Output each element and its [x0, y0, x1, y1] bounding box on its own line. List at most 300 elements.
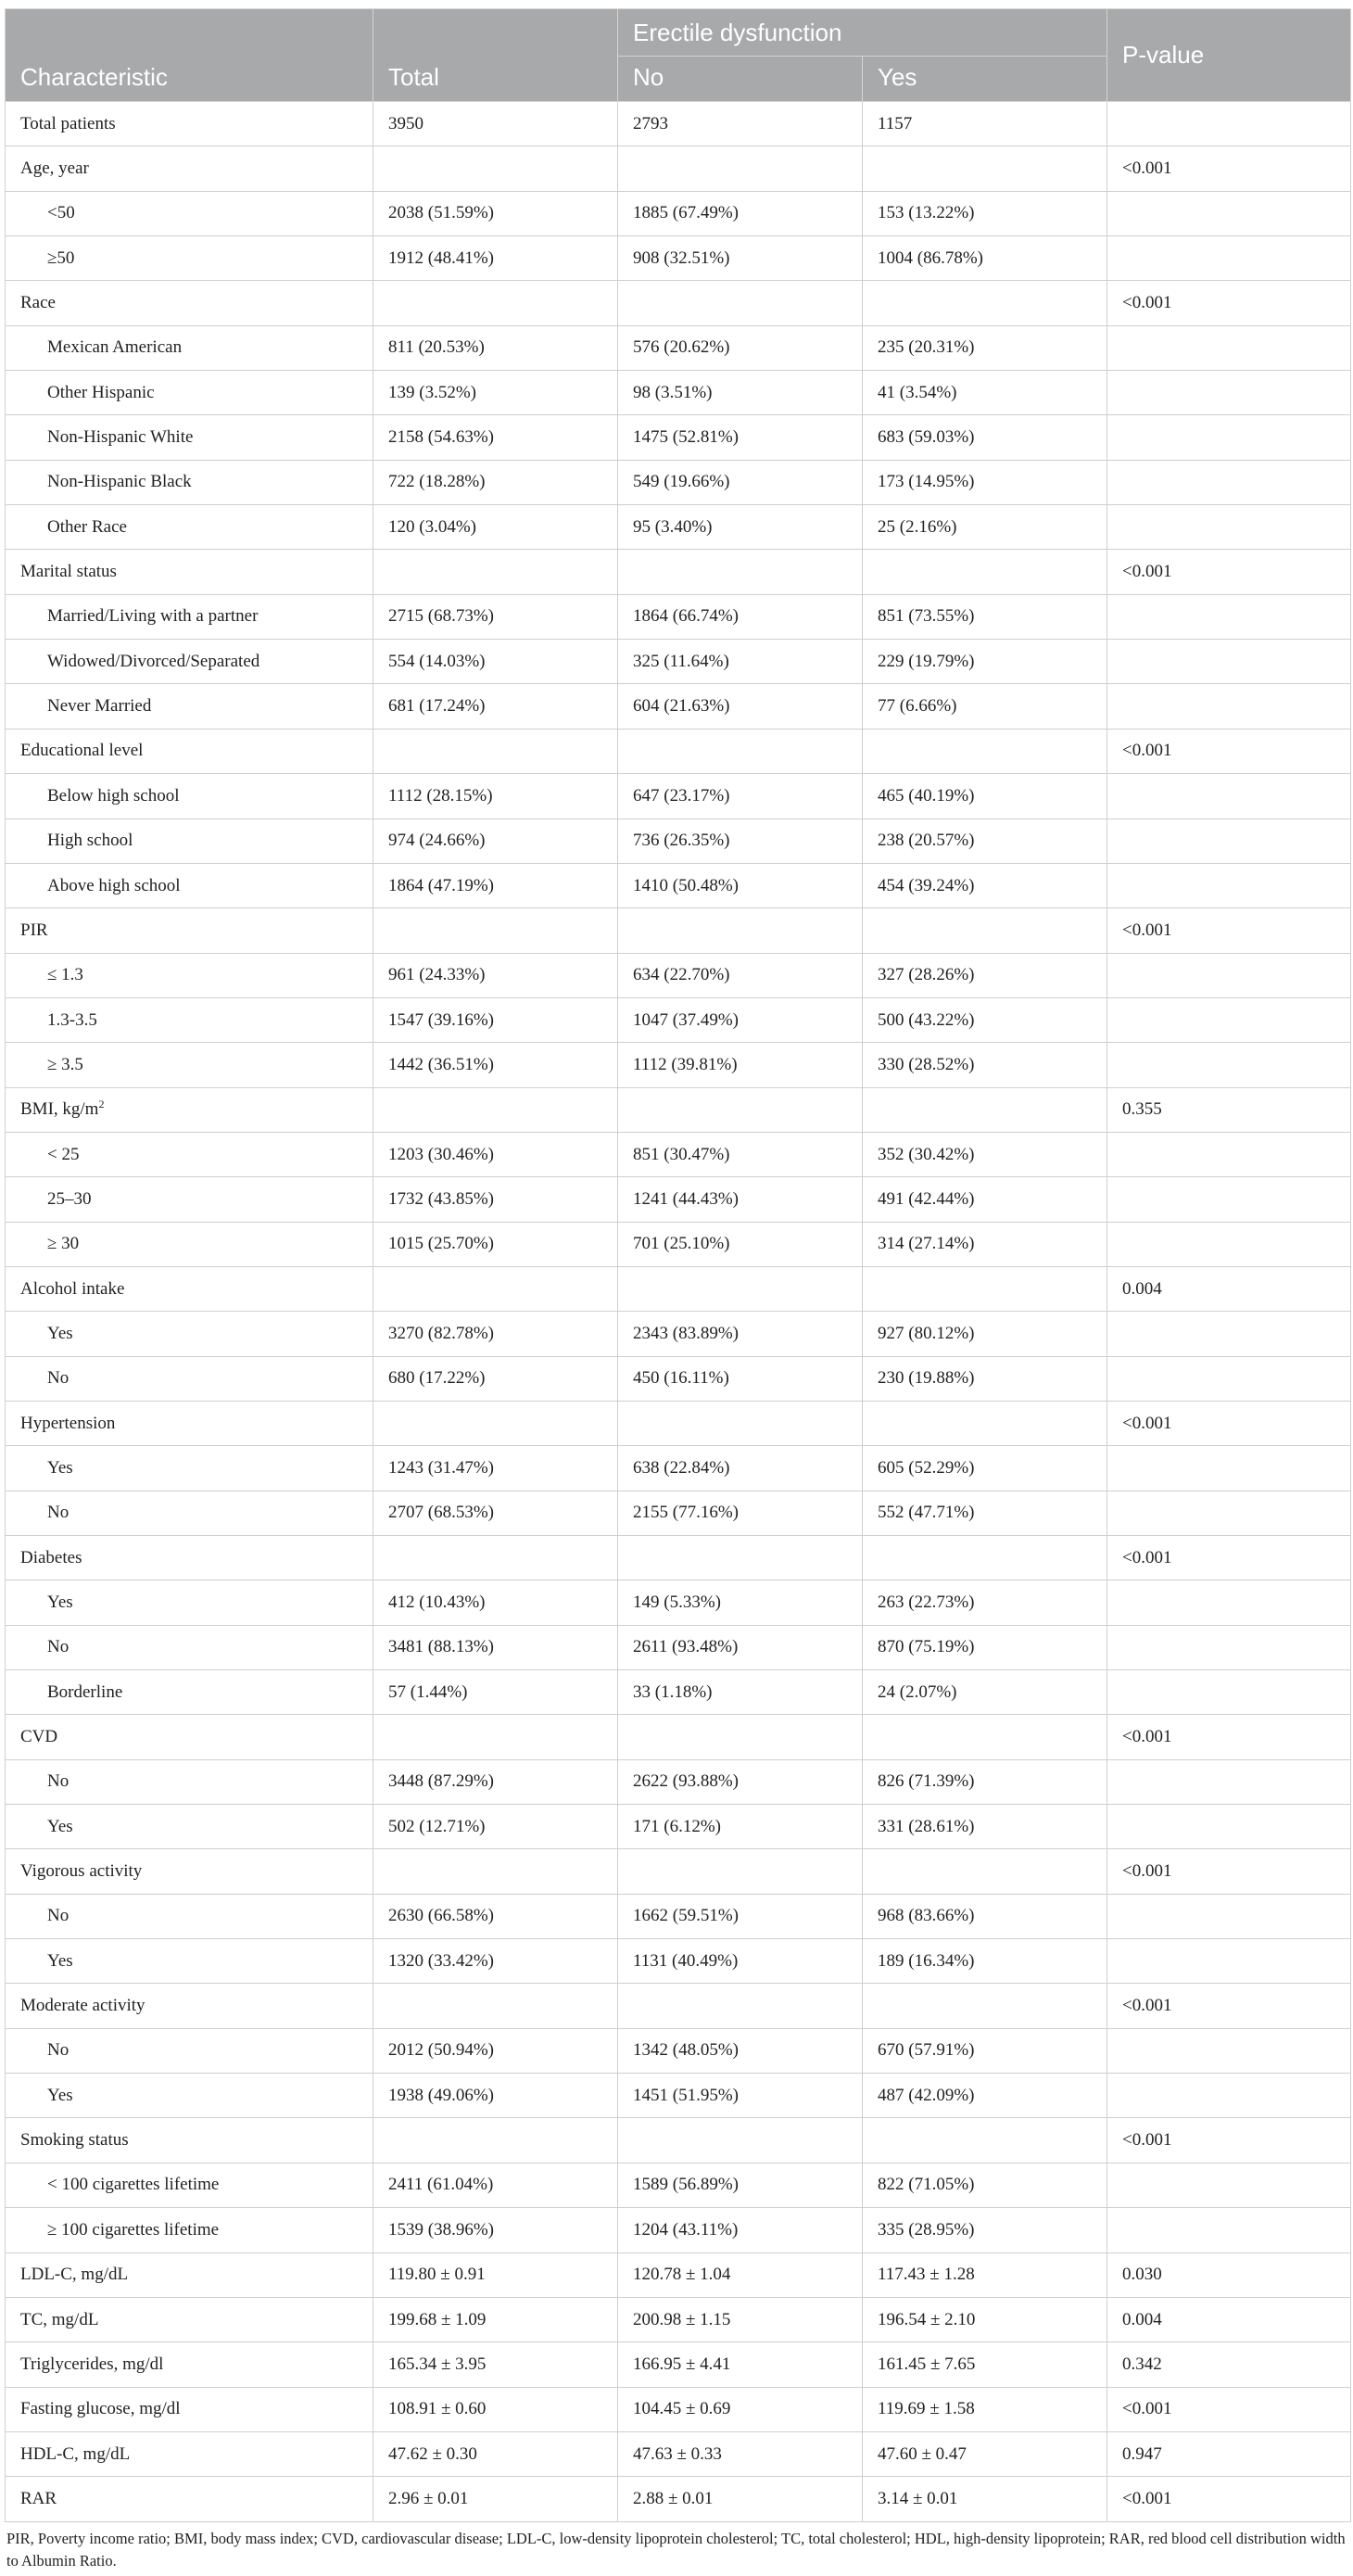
row-label: Vigorous activity: [20, 1861, 143, 1882]
cell-yes: 454 (39.24%): [863, 863, 1107, 907]
cell-characteristic: [6, 1715, 373, 1759]
row-label: Smoking status: [20, 2130, 129, 2151]
row-label: 25–30: [47, 1188, 92, 1209]
cell-characteristic: [6, 1132, 373, 1176]
cell-yes: 500 (43.22%): [863, 997, 1107, 1042]
cell-characteristic: [6, 371, 373, 415]
cell-no: [618, 1401, 863, 1445]
cell-no: 576 (20.62%): [618, 325, 863, 370]
cell-p-value: [1107, 1312, 1351, 1356]
row-label: Other Race: [47, 516, 127, 537]
cell-p-value: [1107, 236, 1351, 281]
row-label: High school: [47, 831, 133, 851]
cell-characteristic: [6, 2252, 373, 2297]
cell-total: 1539 (38.96%): [373, 2208, 618, 2252]
cell-no: 1475 (52.81%): [618, 415, 863, 460]
cell-p-value: [1107, 2074, 1351, 2118]
row-label: Race: [20, 293, 56, 313]
header-total: Total: [373, 9, 618, 102]
cell-no: [618, 1087, 863, 1132]
cell-characteristic: [6, 997, 373, 1042]
cell-no: 1885 (67.49%): [618, 191, 863, 235]
table-row: [6, 1222, 1351, 1266]
row-label: Age, year: [20, 159, 89, 179]
row-label: 1.3-3.5: [47, 1009, 97, 1030]
cell-no: 1589 (56.89%): [618, 2163, 863, 2207]
row-label: Fasting glucose, mg/dl: [20, 2399, 181, 2419]
cell-characteristic: [6, 505, 373, 550]
cell-total: 1015 (25.70%): [373, 1222, 618, 1266]
cell-total: 974 (24.66%): [373, 818, 618, 863]
cell-characteristic: [6, 863, 373, 907]
header-p-value: P-value: [1107, 9, 1351, 102]
cell-p-value: [1107, 1670, 1351, 1715]
cell-yes: 330 (28.52%): [863, 1043, 1107, 1087]
cell-no: 1410 (50.48%): [618, 863, 863, 907]
cell-yes: [863, 729, 1107, 773]
table-header: [6, 9, 1351, 102]
cell-total: 2411 (61.04%): [373, 2163, 618, 2207]
characteristics-table: [5, 8, 1351, 2522]
row-label: Mexican American: [47, 337, 183, 358]
cell-no: 701 (25.10%): [618, 1222, 863, 1266]
row-label: Borderline: [47, 1681, 123, 1702]
cell-p-value: [1107, 1043, 1351, 1087]
cell-no: 1662 (59.51%): [618, 1894, 863, 1938]
row-label: No: [47, 1503, 70, 1523]
cell-p-value: [1107, 1894, 1351, 1938]
row-label: No: [47, 1906, 70, 1926]
cell-total: 199.68 ± 1.09: [373, 2297, 618, 2341]
cell-total: 119.80 ± 0.91: [373, 2252, 618, 2297]
row-label: Never Married: [47, 696, 152, 717]
cell-no: 851 (30.47%): [618, 1132, 863, 1176]
table-row: [6, 1849, 1351, 1894]
table-row: [6, 1580, 1351, 1625]
row-label: BMI, kg/m: [20, 1099, 99, 1120]
row-label: ≤ 1.3: [47, 965, 83, 985]
cell-total: [373, 1849, 618, 1894]
cell-total: 1112 (28.15%): [373, 774, 618, 818]
cell-total: [373, 2118, 618, 2163]
table-row: [6, 415, 1351, 460]
row-label: Above high school: [47, 875, 181, 895]
cell-p-value: [1107, 594, 1351, 639]
cell-total: 2038 (51.59%): [373, 191, 618, 235]
cell-p-value: [1107, 1222, 1351, 1266]
row-label: Hypertension: [20, 1413, 116, 1433]
cell-characteristic: [6, 2163, 373, 2207]
table-row: [6, 191, 1351, 235]
cell-p-value: [1107, 863, 1351, 907]
table-row: [6, 1266, 1351, 1311]
cell-total: [373, 729, 618, 773]
cell-total: [373, 1087, 618, 1132]
table-row: [6, 1043, 1351, 1087]
table-row: [6, 1536, 1351, 1580]
table-row: [6, 2431, 1351, 2476]
cell-characteristic: [6, 1894, 373, 1938]
table-row: [6, 1312, 1351, 1356]
cell-no: 120.78 ± 1.04: [618, 2252, 863, 2297]
cell-p-value: [1107, 1805, 1351, 1849]
cell-no: [618, 1266, 863, 1311]
cell-characteristic: [6, 2387, 373, 2431]
cell-no: 95 (3.40%): [618, 505, 863, 550]
table-row: [6, 550, 1351, 594]
cell-yes: 683 (59.03%): [863, 415, 1107, 460]
cell-total: [373, 146, 618, 191]
cell-yes: 822 (71.05%): [863, 2163, 1107, 2207]
cell-yes: 335 (28.95%): [863, 2208, 1107, 2252]
table-body: [6, 102, 1351, 2522]
table-row: [6, 1356, 1351, 1401]
cell-characteristic: [6, 1312, 373, 1356]
cell-total: 2707 (68.53%): [373, 1491, 618, 1535]
cell-total: 165.34 ± 3.95: [373, 2342, 618, 2387]
row-label: Yes: [47, 1457, 73, 1478]
cell-yes: [863, 146, 1107, 191]
table-row: [6, 1177, 1351, 1222]
cell-no: 325 (11.64%): [618, 640, 863, 684]
cell-p-value: <0.001: [1107, 1715, 1351, 1759]
cell-yes: 352 (30.42%): [863, 1132, 1107, 1176]
cell-characteristic: [6, 2118, 373, 2163]
cell-no: [618, 1536, 863, 1580]
cell-yes: 238 (20.57%): [863, 818, 1107, 863]
cell-no: 1131 (40.49%): [618, 1939, 863, 1984]
cell-yes: [863, 550, 1107, 594]
cell-characteristic: [6, 460, 373, 504]
table-row: [6, 505, 1351, 550]
cell-total: 502 (12.71%): [373, 1805, 618, 1849]
cell-characteristic: [6, 1356, 373, 1401]
table-row: [6, 1132, 1351, 1176]
cell-no: 450 (16.11%): [618, 1356, 863, 1401]
table-row: [6, 146, 1351, 191]
cell-characteristic: [6, 2297, 373, 2341]
cell-characteristic: [6, 415, 373, 460]
cell-p-value: [1107, 2208, 1351, 2252]
cell-characteristic: [6, 818, 373, 863]
row-label: Yes: [47, 1593, 73, 1613]
cell-yes: 314 (27.14%): [863, 1222, 1107, 1266]
cell-total: 1243 (31.47%): [373, 1446, 618, 1491]
table-row: [6, 594, 1351, 639]
row-label-superscript: 2: [98, 1098, 105, 1111]
cell-total: 1547 (39.16%): [373, 997, 618, 1042]
cell-total: 1442 (36.51%): [373, 1043, 618, 1087]
cell-total: 2715 (68.73%): [373, 594, 618, 639]
cell-characteristic: [6, 146, 373, 191]
row-label: Alcohol intake: [20, 1278, 125, 1299]
cell-total: [373, 1715, 618, 1759]
cell-characteristic: [6, 2074, 373, 2118]
cell-p-value: <0.001: [1107, 2387, 1351, 2431]
table-row: [6, 2297, 1351, 2341]
cell-p-value: [1107, 1759, 1351, 1804]
cell-characteristic: [6, 953, 373, 997]
table-row: [6, 1715, 1351, 1759]
cell-total: 2.96 ± 0.01: [373, 2477, 618, 2521]
cell-total: [373, 550, 618, 594]
cell-characteristic: [6, 640, 373, 684]
cell-yes: [863, 1849, 1107, 1894]
table-row: [6, 2028, 1351, 2073]
cell-no: [618, 729, 863, 773]
row-label: ≥ 100 cigarettes lifetime: [47, 2219, 220, 2240]
header-no: No: [618, 57, 863, 102]
table-row: [6, 1491, 1351, 1535]
cell-total: 1203 (30.46%): [373, 1132, 618, 1176]
cell-p-value: [1107, 1132, 1351, 1176]
cell-yes: [863, 1984, 1107, 2028]
row-label: Yes: [47, 1950, 73, 1971]
cell-p-value: [1107, 953, 1351, 997]
cell-characteristic: [6, 1939, 373, 1984]
cell-yes: 25 (2.16%): [863, 505, 1107, 550]
cell-no: 2622 (93.88%): [618, 1759, 863, 1804]
cell-p-value: [1107, 1939, 1351, 1984]
cell-characteristic: [6, 1266, 373, 1311]
cell-no: 604 (21.63%): [618, 684, 863, 729]
cell-p-value: [1107, 1580, 1351, 1625]
table-row: [6, 1625, 1351, 1669]
cell-p-value: [1107, 1446, 1351, 1491]
cell-characteristic: [6, 1580, 373, 1625]
table-row: [6, 2118, 1351, 2163]
cell-p-value: 0.004: [1107, 2297, 1351, 2341]
row-label: ≥ 30: [47, 1234, 80, 1254]
cell-p-value: 0.947: [1107, 2431, 1351, 2476]
row-label: Educational level: [20, 741, 144, 761]
cell-total: 139 (3.52%): [373, 371, 618, 415]
cell-no: 2.88 ± 0.01: [618, 2477, 863, 2521]
cell-no: 1864 (66.74%): [618, 594, 863, 639]
row-label: Non-Hispanic White: [47, 427, 194, 448]
cell-p-value: <0.001: [1107, 1849, 1351, 1894]
cell-characteristic: [6, 1222, 373, 1266]
cell-characteristic: [6, 1043, 373, 1087]
table-row: [6, 1805, 1351, 1849]
header-yes: Yes: [863, 57, 1107, 102]
cell-yes: [863, 281, 1107, 325]
cell-yes: 870 (75.19%): [863, 1625, 1107, 1669]
cell-characteristic: [6, 191, 373, 235]
cell-p-value: [1107, 102, 1351, 146]
cell-total: [373, 1984, 618, 2028]
cell-p-value: [1107, 325, 1351, 370]
cell-no: 33 (1.18%): [618, 1670, 863, 1715]
cell-no: 1451 (51.95%): [618, 2074, 863, 2118]
cell-p-value: [1107, 774, 1351, 818]
cell-no: 2343 (83.89%): [618, 1312, 863, 1356]
cell-no: [618, 1849, 863, 1894]
cell-yes: 3.14 ± 0.01: [863, 2477, 1107, 2521]
cell-total: 3950: [373, 102, 618, 146]
cell-p-value: [1107, 818, 1351, 863]
cell-yes: 826 (71.39%): [863, 1759, 1107, 1804]
cell-total: 1320 (33.42%): [373, 1939, 618, 1984]
table-row: [6, 1759, 1351, 1804]
cell-no: 2793: [618, 102, 863, 146]
cell-yes: 117.43 ± 1.28: [863, 2252, 1107, 2297]
row-label: Moderate activity: [20, 1996, 145, 2016]
cell-p-value: <0.001: [1107, 2118, 1351, 2163]
cell-p-value: [1107, 1177, 1351, 1222]
table-row: [6, 997, 1351, 1042]
cell-yes: [863, 908, 1107, 953]
cell-no: 638 (22.84%): [618, 1446, 863, 1491]
table-row: [6, 2163, 1351, 2207]
cell-no: [618, 550, 863, 594]
row-label: Married/Living with a partner: [47, 606, 259, 627]
cell-p-value: [1107, 191, 1351, 235]
cell-no: 149 (5.33%): [618, 1580, 863, 1625]
cell-yes: 173 (14.95%): [863, 460, 1107, 504]
cell-total: 681 (17.24%): [373, 684, 618, 729]
cell-characteristic: [6, 774, 373, 818]
cell-yes: 327 (28.26%): [863, 953, 1107, 997]
table-row: [6, 1087, 1351, 1132]
cell-p-value: [1107, 2163, 1351, 2207]
table-row: [6, 1401, 1351, 1445]
cell-yes: [863, 1715, 1107, 1759]
cell-no: [618, 908, 863, 953]
cell-total: 2630 (66.58%): [373, 1894, 618, 1938]
cell-characteristic: [6, 1177, 373, 1222]
cell-no: 1241 (44.43%): [618, 1177, 863, 1222]
cell-no: 908 (32.51%): [618, 236, 863, 281]
row-label: ≥50: [47, 247, 75, 268]
cell-no: 98 (3.51%): [618, 371, 863, 415]
cell-yes: 119.69 ± 1.58: [863, 2387, 1107, 2431]
row-label: RAR: [20, 2488, 57, 2508]
cell-yes: 153 (13.22%): [863, 191, 1107, 235]
table-row: [6, 2387, 1351, 2431]
cell-characteristic: [6, 1759, 373, 1804]
cell-yes: [863, 1536, 1107, 1580]
cell-yes: 487 (42.09%): [863, 2074, 1107, 2118]
cell-characteristic: [6, 1536, 373, 1580]
cell-yes: 491 (42.44%): [863, 1177, 1107, 1222]
cell-yes: 927 (80.12%): [863, 1312, 1107, 1356]
cell-no: [618, 146, 863, 191]
cell-p-value: 0.004: [1107, 1266, 1351, 1311]
cell-characteristic: [6, 2208, 373, 2252]
cell-total: 1938 (49.06%): [373, 2074, 618, 2118]
cell-yes: 196.54 ± 2.10: [863, 2297, 1107, 2341]
cell-no: 1204 (43.11%): [618, 2208, 863, 2252]
table-row: [6, 1939, 1351, 1984]
cell-no: 647 (23.17%): [618, 774, 863, 818]
cell-no: 634 (22.70%): [618, 953, 863, 997]
cell-total: 3481 (88.13%): [373, 1625, 618, 1669]
cell-characteristic: [6, 236, 373, 281]
table-row: [6, 2074, 1351, 2118]
table-row: [6, 102, 1351, 146]
row-label: Yes: [47, 1816, 73, 1836]
cell-no: 171 (6.12%): [618, 1805, 863, 1849]
cell-characteristic: [6, 550, 373, 594]
cell-characteristic: [6, 2477, 373, 2521]
row-label: LDL-C, mg/dL: [20, 2265, 129, 2285]
cell-no: 104.45 ± 0.69: [618, 2387, 863, 2431]
cell-p-value: [1107, 505, 1351, 550]
row-label: PIR: [20, 920, 48, 940]
cell-total: 2012 (50.94%): [373, 2028, 618, 2073]
cell-yes: 235 (20.31%): [863, 325, 1107, 370]
cell-characteristic: [6, 684, 373, 729]
table-row: [6, 1670, 1351, 1715]
cell-yes: 465 (40.19%): [863, 774, 1107, 818]
cell-total: 120 (3.04%): [373, 505, 618, 550]
cell-characteristic: [6, 1805, 373, 1849]
cell-p-value: <0.001: [1107, 1536, 1351, 1580]
cell-no: 1047 (37.49%): [618, 997, 863, 1042]
table-row: [6, 2208, 1351, 2252]
cell-p-value: [1107, 1625, 1351, 1669]
table-row: [6, 2252, 1351, 2297]
cell-yes: 968 (83.66%): [863, 1894, 1107, 1938]
cell-characteristic: [6, 2028, 373, 2073]
cell-no: [618, 1715, 863, 1759]
cell-p-value: [1107, 371, 1351, 415]
cell-characteristic: [6, 2342, 373, 2387]
cell-yes: 77 (6.66%): [863, 684, 1107, 729]
row-label: TC, mg/dL: [20, 2309, 99, 2329]
row-label: Yes: [47, 1323, 73, 1343]
cell-total: 961 (24.33%): [373, 953, 618, 997]
cell-p-value: [1107, 2028, 1351, 2073]
cell-yes: 552 (47.71%): [863, 1491, 1107, 1535]
cell-yes: [863, 1087, 1107, 1132]
table-row: [6, 371, 1351, 415]
cell-no: 1342 (48.05%): [618, 2028, 863, 2073]
cell-p-value: <0.001: [1107, 550, 1351, 594]
cell-total: [373, 281, 618, 325]
cell-yes: 1004 (86.78%): [863, 236, 1107, 281]
cell-p-value: [1107, 1491, 1351, 1535]
cell-total: 1864 (47.19%): [373, 863, 618, 907]
cell-characteristic: [6, 729, 373, 773]
cell-characteristic: [6, 281, 373, 325]
row-label: Other Hispanic: [47, 382, 155, 402]
cell-no: 166.95 ± 4.41: [618, 2342, 863, 2387]
cell-p-value: 0.342: [1107, 2342, 1351, 2387]
table-row: [6, 908, 1351, 953]
table-row: [6, 1984, 1351, 2028]
row-label: No: [47, 1637, 70, 1657]
table-row: [6, 460, 1351, 504]
cell-p-value: <0.001: [1107, 908, 1351, 953]
cell-total: 3270 (82.78%): [373, 1312, 618, 1356]
cell-p-value: <0.001: [1107, 1401, 1351, 1445]
cell-characteristic: [6, 594, 373, 639]
row-label: Diabetes: [20, 1547, 82, 1567]
row-label: < 25: [47, 1144, 80, 1164]
row-label: < 100 cigarettes lifetime: [47, 2175, 220, 2195]
cell-total: 722 (18.28%): [373, 460, 618, 504]
table-row: [6, 774, 1351, 818]
cell-yes: 189 (16.34%): [863, 1939, 1107, 1984]
cell-total: 680 (17.22%): [373, 1356, 618, 1401]
cell-yes: 229 (19.79%): [863, 640, 1107, 684]
cell-no: 1112 (39.81%): [618, 1043, 863, 1087]
cell-no: 47.63 ± 0.33: [618, 2431, 863, 2476]
cell-total: [373, 1266, 618, 1311]
row-label: No: [47, 2040, 70, 2061]
